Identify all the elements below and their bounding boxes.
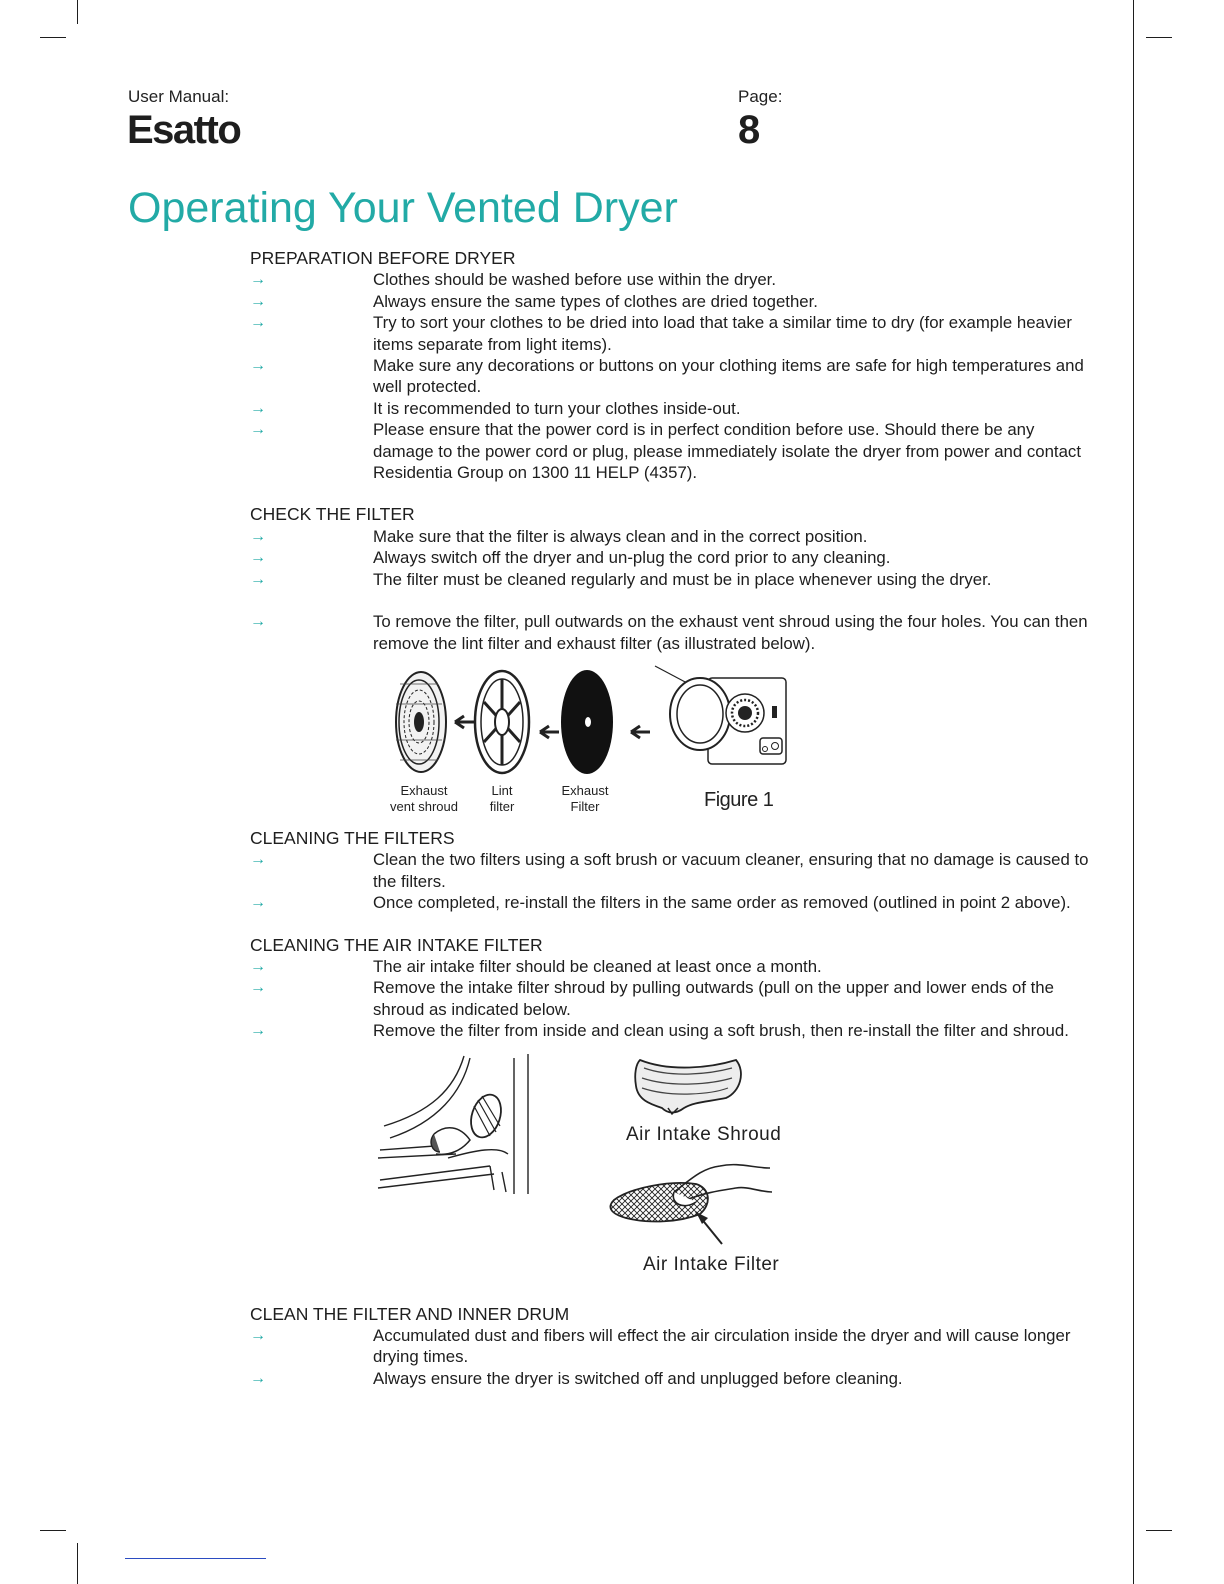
dryer-icon	[655, 666, 786, 764]
arrow-icon: →	[250, 1022, 266, 1040]
arrow-icon: →	[250, 979, 266, 997]
page-number: 8	[738, 108, 761, 152]
section-heading: CHECK THE FILTER	[250, 504, 415, 525]
hand-removing-shroud-icon	[378, 1054, 528, 1194]
label-air-intake-filter: Air Intake Filter	[643, 1253, 780, 1275]
item-text: Clean the two filters using a soft brush or vacuum cleaner, ensuring that no damage is caused to the filters.	[373, 850, 1089, 891]
list-item	[250, 269, 1090, 290]
figure-1	[250, 654, 1090, 828]
section-cleaning-filters	[250, 828, 1090, 914]
exhaust-vent-shroud-icon	[396, 672, 446, 772]
item-text: Remove the filter from inside and clean using a soft brush, then re-install the filter and shroud.	[373, 1021, 1069, 1041]
item-text: To remove the filter, pull outwards on the exhaust vent shroud using the four holes. You can then remove the lint filter and exhaust filter (as illustrated below).	[373, 612, 1088, 653]
list-item	[250, 526, 1090, 547]
list-item	[250, 569, 1090, 590]
item-text: The filter must be cleaned regularly and must be in place whenever using the dryer.	[373, 569, 992, 589]
list-item	[250, 291, 1090, 312]
figure-caption: Figure 1	[704, 788, 774, 811]
arrow-icon: →	[250, 292, 266, 310]
item-text: Always switch off the dryer and un-plug the cord prior to any cleaning.	[373, 548, 891, 568]
exhaust-filter-icon	[561, 670, 613, 774]
arrow-icon: →	[250, 1326, 266, 1344]
section-inner-drum	[250, 1304, 1090, 1390]
list-item	[250, 849, 1090, 892]
item-text: Remove the intake filter shroud by pulling outwards (pull on the upper and lower ends of the shroud as indicated below.	[373, 978, 1054, 1019]
arrow-icon: →	[250, 357, 266, 375]
arrow-icon: →	[250, 271, 266, 289]
brand-name: Esatto	[127, 108, 241, 152]
arrow-left-icon	[455, 716, 475, 728]
arrow-left-icon	[631, 726, 650, 738]
page-label: Page:	[738, 87, 783, 106]
section-heading: CLEANING THE AIR INTAKE FILTER	[250, 934, 543, 955]
air-intake-shroud-icon	[635, 1060, 741, 1114]
section-preparation	[250, 248, 1090, 483]
arrow-icon: →	[250, 894, 266, 912]
arrow-icon: →	[250, 1369, 266, 1387]
section-check-filter	[250, 504, 1090, 653]
list-item	[250, 312, 1090, 355]
page-title: Operating Your Vented Dryer	[128, 184, 678, 232]
figure-2	[250, 1042, 1090, 1304]
crop-mark	[1146, 1530, 1172, 1531]
crop-mark	[1146, 37, 1172, 38]
arrow-icon: →	[250, 399, 266, 417]
arrow-icon: →	[250, 613, 266, 631]
item-text: Try to sort your clothes to be dried into load that take a similar time to dry (for example heavier items separate from light items).	[373, 313, 1072, 354]
list-item	[250, 419, 1090, 483]
section-heading: PREPARATION BEFORE DRYER	[250, 248, 516, 268]
item-text: Once completed, re-install the filters in the same order as removed (outlined in point 2 above).	[373, 893, 1071, 913]
arrow-icon: →	[250, 570, 266, 588]
label-air-intake-shroud: Air Intake Shroud	[626, 1123, 782, 1145]
label-lint-filter: Lint filter	[489, 782, 515, 814]
arrow-icon: →	[250, 314, 266, 332]
content	[250, 248, 1090, 1389]
air-intake-filter-icon	[610, 1164, 772, 1243]
section-heading: CLEANING THE FILTERS	[250, 827, 455, 848]
item-text: Please ensure that the power cord is in perfect condition before use. Should there be any damage to the power cord or plug, please immediately isolate the dryer from power and contact Residentia Group on 1300 11 HELP (4357).	[373, 420, 1081, 483]
item-text: Clothes should be washed before use within the dryer.	[373, 270, 776, 290]
section-air-intake	[250, 935, 1090, 1042]
list-item	[250, 977, 1090, 1020]
crop-mark	[40, 37, 66, 38]
list-item	[250, 611, 1090, 654]
label-exhaust-filter: Exhaust Filter	[561, 782, 609, 814]
arrow-icon: →	[250, 527, 266, 545]
item-text: Make sure that the filter is always clean and in the correct position.	[373, 526, 868, 546]
manual-label: User Manual:	[128, 87, 230, 106]
crop-mark	[77, 0, 78, 24]
list-item	[250, 892, 1090, 913]
list-item	[250, 956, 1090, 977]
label-exhaust-vent-shroud: Exhaust vent shroud	[390, 782, 458, 814]
crop-mark	[77, 1543, 78, 1584]
list-item	[250, 1368, 1090, 1389]
item-text: Always ensure the same types of clothes are dried together.	[373, 291, 818, 311]
crop-mark	[1133, 0, 1134, 1584]
item-text: Accumulated dust and fibers will effect the air circulation inside the dryer and will cause longer drying times.	[373, 1325, 1071, 1367]
arrow-icon: →	[250, 421, 266, 439]
crop-mark	[40, 1530, 66, 1531]
item-text: It is recommended to turn your clothes inside-out.	[373, 398, 741, 418]
list-item	[250, 547, 1090, 568]
list-item	[250, 398, 1090, 419]
arrow-icon: →	[250, 549, 266, 567]
filter-assembly-illustration	[250, 654, 1090, 828]
list-item	[250, 1020, 1090, 1041]
arrow-left-icon	[540, 726, 559, 738]
lint-filter-icon	[475, 671, 529, 773]
item-text: Make sure any decorations or buttons on your clothing items are safe for high temperatures and well protected.	[373, 356, 1084, 397]
item-text: Always ensure the dryer is switched off and unplugged before cleaning.	[373, 1368, 903, 1388]
section-heading: CLEAN THE FILTER AND INNER DRUM	[250, 1303, 570, 1324]
arrow-icon: →	[250, 957, 266, 975]
list-item	[250, 1325, 1090, 1368]
list-item	[250, 355, 1090, 398]
arrow-icon: →	[250, 851, 266, 869]
footer-rule	[125, 1558, 266, 1559]
item-text: The air intake filter should be cleaned at least once a month.	[373, 956, 822, 976]
